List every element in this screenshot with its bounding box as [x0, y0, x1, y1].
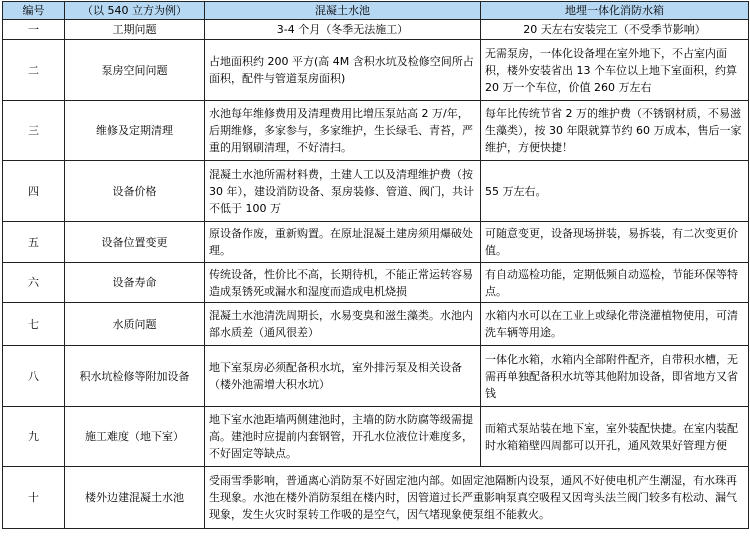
row-number: 三	[3, 101, 65, 161]
row-tank: 而箱式泵站装在地下室，室外装配快捷。在室内装配时水箱箱壁四周都可以开孔，通风效果好管理方便	[481, 407, 749, 467]
row-tank: 水箱内水可以在工业上或绿化带浇灌植物使用，可清洗车辆等用途。	[481, 303, 749, 346]
row-concrete: 水池每年维修费用及清理费用比增压泵站高 2 万/年，后期维修，多家参与，多家维护，生长绿毛、青苔，严重的用钢刷清理，不好清扫。	[205, 101, 481, 161]
table-row	[3, 303, 749, 346]
row-concrete: 混凝土水池所需材料费，土建人工以及清理维护费（按 30 年），建设消防设备、泵房装修、管道、阀门，共计不低于 100 万	[205, 161, 481, 222]
row-concrete: 占地面积约 200 平方(高 4M 含积水坑及检修空间所占面积，配件与管道泵房面积)	[205, 40, 481, 101]
table-row	[3, 263, 749, 303]
row-number: 七	[3, 303, 65, 346]
row-tank: 每年比传统节省 2 万的维护费（不锈钢材质，不易滋生藻类），按 30 年限就算节约 60 万成本，售后一家维护，方便快捷！	[481, 101, 749, 161]
row-tank: 一体化水箱，水箱内全部附件配齐，自带积水槽，无需再单独配备积水坑等其他附加设备，即省地方又省钱	[481, 346, 749, 407]
header-row	[3, 2, 749, 20]
row-tank: 有自动巡检功能，定期低频自动巡检，节能环保等特点。	[481, 263, 749, 303]
row-number: 六	[3, 263, 65, 303]
row-tank: 20 天左右安装完工（不受季节影响）	[481, 20, 749, 40]
header-issue: （以 540 立方为例）	[65, 2, 205, 20]
row-concrete: 混凝土水池清洗周期长，水易变臭和滋生藻类。水池内部水质差（通风很差）	[205, 303, 481, 346]
row-issue: 积水坑检修等附加设备	[65, 346, 205, 407]
row-issue: 设备位置变更	[65, 222, 205, 263]
row-issue: 泵房空间问题	[65, 40, 205, 101]
table-row	[3, 407, 749, 467]
table-row	[3, 40, 749, 101]
row-issue: 维修及定期清理	[65, 101, 205, 161]
row-issue: 水质问题	[65, 303, 205, 346]
comparison-table	[2, 1, 749, 529]
row-number: 九	[3, 407, 65, 467]
row-number: 八	[3, 346, 65, 407]
row-number: 二	[3, 40, 65, 101]
row-issue: 设备价格	[65, 161, 205, 222]
row-issue: 施工难度（地下室）	[65, 407, 205, 467]
header-concrete: 混凝土水池	[205, 2, 481, 20]
header-tank: 地埋一体化消防水箱	[481, 2, 749, 20]
row-concrete: 原设备作废，重新购置。在原址混凝土建房须用爆破处理。	[205, 222, 481, 263]
table-row	[3, 346, 749, 407]
row-issue: 楼外边建混凝土水池	[65, 467, 205, 529]
table-row	[3, 222, 749, 263]
table-row	[3, 467, 749, 529]
header-num: 编号	[3, 2, 65, 20]
row-tank: 无需泵房，一体化设备埋在室外地下，不占室内面积，楼外安装省出 13 个车位以上地下室面积，约算 20 万一个车位，价值 260 万左右	[481, 40, 749, 101]
row-concrete: 3-4 个月（冬季无法施工）	[205, 20, 481, 40]
table-row	[3, 101, 749, 161]
row-tank: 可随意变更，设备现场拼装，易拆装，有二次变更价值。	[481, 222, 749, 263]
row-issue: 设备寿命	[65, 263, 205, 303]
row-concrete: 地下室泵房必须配备积水坑，室外排污泵及相关设备（楼外池需增大积水坑）	[205, 346, 481, 407]
table-row	[3, 161, 749, 222]
row-number: 十	[3, 467, 65, 529]
row-number: 四	[3, 161, 65, 222]
row-number: 五	[3, 222, 65, 263]
row-merged-description: 受雨雪季影响，普通离心消防泵不好固定池内部。如固定池隔断内设泵，通风不好使电机产生潮湿，有水珠再生现象。水池在楼外消防泵组在楼内时，因管道过长严重影响泵真空吸程又因弯头法兰阀门较多有松动、漏气现象，发生火灾时泵转工作吸的是空气，因气堵现象使泵组不能救火。	[205, 467, 749, 529]
row-number: 一	[3, 20, 65, 40]
row-issue: 工期问题	[65, 20, 205, 40]
row-concrete: 地下室水池距墙两侧建池时，主墙的防水防腐等级需提高。建池时应提前内套钢管，开孔水位液位计难度多，不好固定等缺点。	[205, 407, 481, 467]
row-tank: 55 万左右。	[481, 161, 749, 222]
table-row	[3, 20, 749, 40]
row-concrete: 传统设备，性价比不高，长期待机，不能正常运转容易造成泵锈死或漏水和湿度而造成电机烧损	[205, 263, 481, 303]
